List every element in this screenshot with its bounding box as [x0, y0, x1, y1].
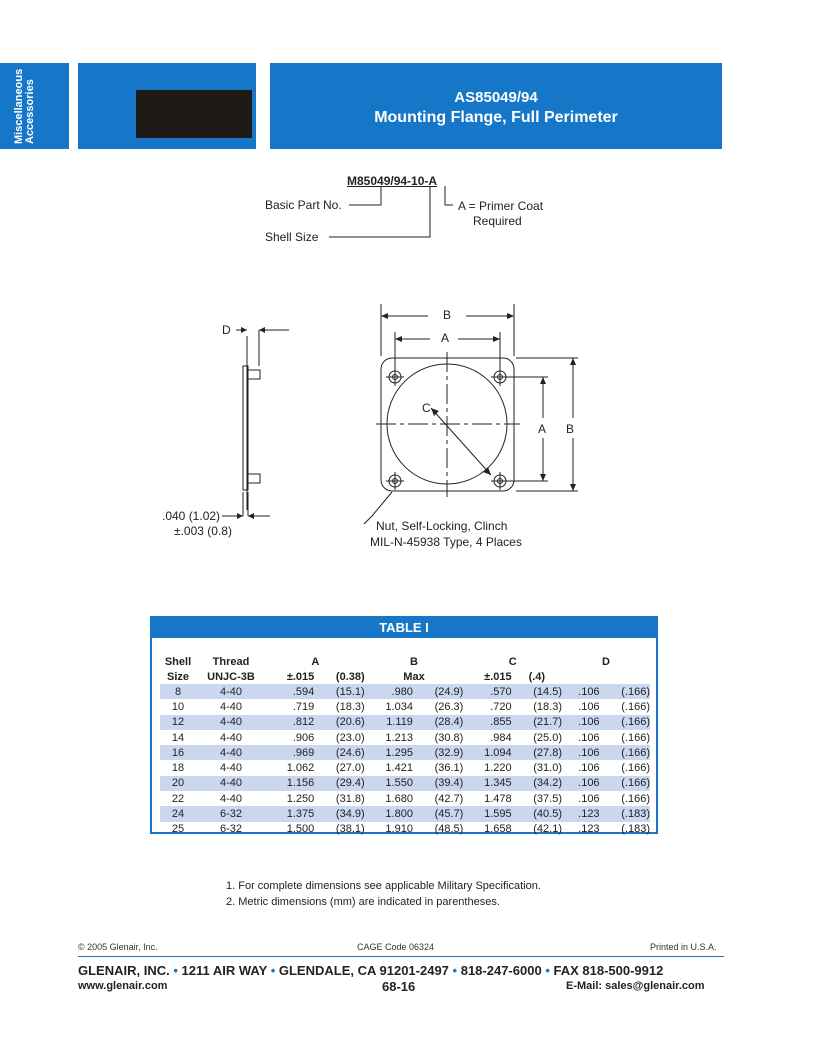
- table-cell: 6-32: [219, 823, 243, 836]
- th-c: C: [508, 655, 517, 668]
- dim-a-top-label: A: [441, 331, 450, 345]
- table-cell: (29.4): [314, 776, 364, 791]
- cage-code: CAGE Code 06324: [357, 942, 435, 952]
- table-row: [160, 730, 650, 745]
- th-thread: Thread: [212, 655, 250, 668]
- table-cell: 4-40: [196, 684, 266, 699]
- table-cell: (.183): [621, 823, 650, 836]
- table-cell: (.166): [600, 684, 650, 699]
- table-cell: (30.8): [434, 731, 464, 744]
- table-cell: 25: [171, 823, 185, 836]
- dim-a-side-label: A: [538, 422, 547, 436]
- table-cell: 1.595: [463, 806, 511, 821]
- th-a-tol: ±.015: [286, 670, 315, 683]
- th-b: B: [410, 655, 418, 668]
- table-cell: 16: [160, 745, 196, 760]
- table-cell: .106: [562, 715, 600, 730]
- finish-label-1: A = Primer Coat: [458, 199, 544, 213]
- table-cell: (45.7): [413, 806, 463, 821]
- table-cell: .969: [266, 745, 314, 760]
- table-cell: 1.220: [484, 762, 512, 775]
- table-cell: 1.156: [266, 776, 314, 791]
- page-title: AS85049/94: [454, 89, 538, 106]
- table-cell: 6-32: [196, 806, 266, 821]
- page-number: 68-16: [382, 979, 416, 994]
- table-cell: 1.034: [385, 700, 413, 713]
- phone-number: 818-247-6000: [460, 963, 542, 978]
- table-cell: .123: [578, 823, 600, 836]
- th-shell: Shell: [164, 655, 192, 668]
- company-name: GLENAIR, INC.: [78, 963, 170, 978]
- table-cell: 1.094: [463, 745, 511, 760]
- table-cell: 1.478: [484, 792, 512, 805]
- table-cell: .106: [578, 792, 600, 805]
- finish-label-2: Required: [473, 214, 522, 228]
- th-a-tol-mm: (0.38): [335, 670, 365, 683]
- table-cell: (.166): [621, 762, 650, 775]
- th-unjc: UNJC-3B: [207, 670, 255, 683]
- table-cell: (36.1): [434, 762, 464, 775]
- table-cell: (38.1): [335, 823, 365, 836]
- table-cell: 4-40: [219, 731, 243, 744]
- email-link[interactable]: E-Mail: sales@glenair.com: [566, 980, 705, 992]
- table-cell: (24.6): [314, 745, 364, 760]
- table-cell: (48.5): [434, 823, 464, 836]
- table-cell: .812: [266, 715, 314, 730]
- th-size: Size: [166, 670, 189, 683]
- table-cell: (34.2): [512, 776, 562, 791]
- table-row: [160, 791, 650, 806]
- table-cell: 1.119: [365, 715, 413, 730]
- table-row: [160, 760, 650, 775]
- table-cell: .980: [365, 684, 413, 699]
- dim-c-label: C: [422, 401, 431, 415]
- table-cell: (28.4): [413, 715, 463, 730]
- table-cell: .106: [578, 700, 600, 713]
- table-cell: 1.800: [365, 806, 413, 821]
- table-cell: .106: [562, 776, 600, 791]
- basic-part-label: Basic Part No.: [265, 198, 342, 212]
- table-cell: 4-40: [219, 700, 243, 713]
- nut-label-2: MIL-N-45938 Type, 4 Places: [370, 535, 522, 549]
- th-c-tol: ±.015: [484, 670, 512, 683]
- table-cell: 1.213: [385, 731, 413, 744]
- table-cell: .106: [578, 762, 600, 775]
- table-cell: 22: [171, 792, 185, 805]
- table-cell: (39.4): [413, 776, 463, 791]
- th-b-max: Max: [403, 670, 425, 683]
- table-cell: (14.5): [512, 684, 562, 699]
- table-cell: (40.5): [512, 806, 562, 821]
- fax-number: FAX 818-500-9912: [553, 963, 664, 978]
- table-cell: (31.0): [533, 762, 563, 775]
- table-cell: 1.295: [365, 745, 413, 760]
- th-c-tol-mm: (.4): [528, 670, 546, 683]
- table-cell: .106: [562, 684, 600, 699]
- table-cell: (27.0): [335, 762, 365, 775]
- table-cell: (34.9): [314, 806, 364, 821]
- table-cell: (.166): [600, 715, 650, 730]
- table-cell: (24.9): [413, 684, 463, 699]
- table-cell: 1.421: [385, 762, 413, 775]
- table-cell: (18.3): [335, 700, 365, 713]
- table-cell: (15.1): [314, 684, 364, 699]
- thickness-label-1: .040 (1.02): [162, 509, 221, 523]
- table-row: [160, 776, 650, 791]
- table-cell: 1.680: [385, 792, 413, 805]
- table-row: [160, 806, 650, 821]
- shell-size-label: Shell Size: [265, 230, 319, 244]
- table-cell: 20: [160, 776, 196, 791]
- table-cell: .720: [490, 700, 512, 713]
- note-2: 2. Metric dimensions (mm) are indicated in parentheses.: [226, 896, 500, 908]
- dimension-table: [160, 654, 650, 837]
- table-cell: (23.0): [335, 731, 365, 744]
- table-cell: (27.8): [512, 745, 562, 760]
- shell-size-leader: [329, 186, 430, 237]
- table-cell: 4-40: [196, 715, 266, 730]
- th-d: D: [602, 655, 610, 668]
- table-row: [160, 684, 650, 699]
- dim-b-top-label: B: [443, 308, 452, 322]
- table-cell: (42.1): [533, 823, 563, 836]
- table-cell: 4-40: [219, 762, 243, 775]
- table-cell: (26.3): [434, 700, 464, 713]
- table-cell: (20.6): [314, 715, 364, 730]
- table-cell: (.166): [600, 776, 650, 791]
- table-cell: 14: [171, 731, 185, 744]
- table-cell: 12: [160, 715, 196, 730]
- table-i: [150, 616, 658, 834]
- table-cell: 4-40: [196, 745, 266, 760]
- dim-d-label: D: [222, 323, 231, 337]
- table-header-row-1: [160, 654, 650, 669]
- table-cell: .719: [292, 700, 315, 713]
- table-cell: (.166): [621, 792, 650, 805]
- table-row: [160, 715, 650, 730]
- table-cell: .855: [463, 715, 511, 730]
- table-cell: (.166): [600, 745, 650, 760]
- table-cell: (18.3): [533, 700, 563, 713]
- table-cell: (32.9): [413, 745, 463, 760]
- table-cell: 8: [160, 684, 196, 699]
- table-cell: (37.5): [533, 792, 563, 805]
- table-cell: 1.500: [286, 823, 315, 836]
- basic-part-leader: [349, 186, 381, 205]
- footer-rule: [78, 956, 724, 957]
- table-cell: .123: [562, 806, 600, 821]
- table-cell: .906: [292, 731, 315, 744]
- finish-leader: [445, 186, 453, 205]
- table-header-row-2: [160, 669, 650, 684]
- page-subtitle: Mounting Flange, Full Perimeter: [374, 109, 618, 126]
- table-cell: 1.062: [286, 762, 315, 775]
- table-cell: 10: [171, 700, 185, 713]
- table-cell: .570: [463, 684, 511, 699]
- table-row: [160, 699, 650, 714]
- table-cell: (.166): [621, 731, 650, 744]
- table-cell: 1.250: [286, 792, 315, 805]
- table-cell: 4-40: [196, 776, 266, 791]
- table-cell: (.183): [600, 806, 650, 821]
- dim-b-side-label: B: [566, 422, 575, 436]
- table-cell: .594: [266, 684, 314, 699]
- table-row: [160, 745, 650, 760]
- table-cell: .984: [490, 731, 512, 744]
- note-1: 1. For complete dimensions see applicable Military Specification.: [226, 880, 541, 892]
- table-cell: 1.658: [484, 823, 512, 836]
- table-cell: 24: [160, 806, 196, 821]
- printed-in: Printed in U.S.A.: [650, 942, 717, 952]
- website-link[interactable]: www.glenair.com: [78, 980, 168, 992]
- table-cell: 1.375: [266, 806, 314, 821]
- table-cell: 1.345: [463, 776, 511, 791]
- table-cell: (31.8): [335, 792, 365, 805]
- copyright: © 2005 Glenair, Inc.: [78, 942, 158, 952]
- table-cell: .106: [578, 731, 600, 744]
- table-cell: (25.0): [533, 731, 563, 744]
- side-tab-line-1: Miscellaneous: [13, 68, 25, 144]
- table-cell: 1.910: [385, 823, 413, 836]
- table-cell: .106: [562, 745, 600, 760]
- side-tab-line-2: Accessories: [24, 79, 36, 144]
- table-cell: 18: [171, 762, 185, 775]
- city-address: GLENDALE, CA 91201-2497: [278, 963, 449, 978]
- table-cell: (.166): [621, 700, 650, 713]
- part-number-example: M85049/94-10-A: [347, 174, 438, 188]
- footer-contact-line: GLENAIR, INC. • 1211 AIR WAY • GLENDALE, CA 91201-2497 • 818-247-6000 • FAX 818-500-9912: [78, 963, 664, 978]
- nut-label-1: Nut, Self-Locking, Clinch: [376, 519, 508, 533]
- th-a: A: [311, 655, 320, 668]
- table-title: TABLE I: [152, 618, 656, 638]
- table-cell: (21.7): [512, 715, 562, 730]
- table-cell: 1.550: [365, 776, 413, 791]
- table-cell: 4-40: [219, 792, 243, 805]
- table-cell: (42.7): [434, 792, 464, 805]
- thickness-label-2: ±.003 (0.8): [174, 524, 232, 538]
- table-row: [160, 822, 650, 837]
- street-address: 1211 AIR WAY: [181, 963, 268, 978]
